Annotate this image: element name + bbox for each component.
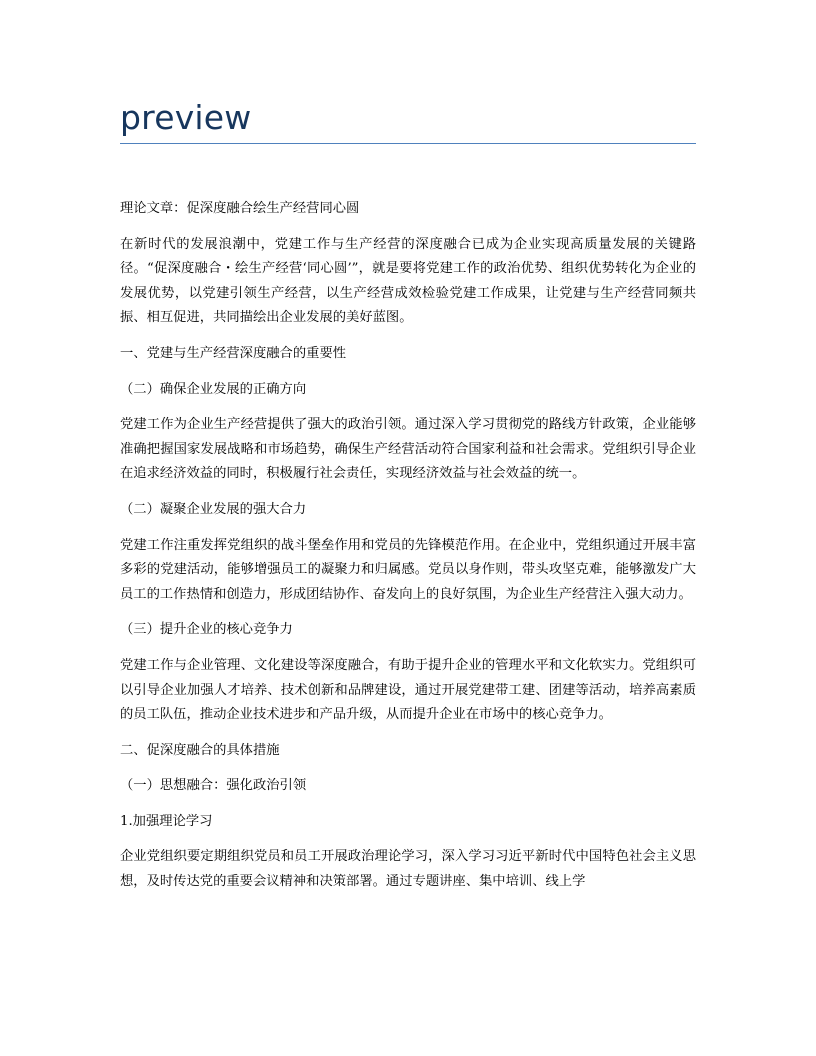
- subsection-heading: （三）提升企业的核心竞争力: [120, 622, 293, 638]
- article-title: 理论文章：促深度融合绘生产经营同心圆: [120, 201, 360, 216]
- subsection-heading: （一）思想融合：强化政治引领: [120, 778, 307, 794]
- subsection-heading: （二）确保企业发展的正确方向: [120, 381, 307, 397]
- intro-paragraph: 在新时代的发展浪潮中，党建工作与生产经营的深度融合已成为企业实现高质量发展的关键路径。“促深度融合・绘生产经营‘同心圆’”，就是要将党建工作的政治优势、组织优势转化为企业的发展优势，以党建引领生产经营，以生产经营成效检验党建工作成果，让党建与生产经营同频共振、相互促进，共同描绘出企业发展的美好蓝图。: [120, 236, 696, 326]
- document-body: [120, 197, 696, 906]
- page-title: preview: [120, 98, 252, 137]
- body-paragraph: 党建工作为企业生产经营提供了强大的政治引领。通过深入学习贯彻党的路线方针政策，企业能够准确把握国家发展战略和市场趋势，确保生产经营活动符合国家利益和社会需求。党组织引导企业在追求经济效益的同时，积极履行社会责任，实现经济效益与社会效益的统一。: [120, 417, 696, 482]
- item-heading: 1.加强理论学习: [120, 813, 213, 829]
- title-underline: [120, 143, 696, 144]
- body-paragraph: 党建工作与企业管理、文化建设等深度融合，有助于提升企业的管理水平和文化软实力。党组织可以引导企业加强人才培养、技术创新和品牌建设，通过开展党建带工建、团建等活动，培养高素质的员工队伍，推动企业技术进步和产品升级，从而提升企业在市场中的核心竞争力。: [120, 657, 696, 723]
- section-heading: 二、促深度融合的具体措施: [120, 742, 280, 758]
- body-paragraph: 党建工作注重发挥党组织的战斗堡垒作用和党员的先锋模范作用。在企业中，党组织通过开展丰富多彩的党建活动，能够增强员工的凝聚力和归属感。党员以身作则，带头攻坚克难，能够激发广大员工的工作热情和创造力，形成团结协作、奋发向上的良好氛围，为企业生产经营注入强大动力。: [120, 537, 696, 602]
- body-paragraph: 企业党组织要定期组织党员和员工开展政治理论学习，深入学习习近平新时代中国特色社会主义思想，及时传达党的重要会议精神和决策部署。通过专题讲座、集中培训、线上学: [120, 849, 696, 890]
- subsection-heading: （二）凝聚企业发展的强大合力: [120, 501, 307, 517]
- section-heading: 一、党建与生产经营深度融合的重要性: [120, 345, 347, 361]
